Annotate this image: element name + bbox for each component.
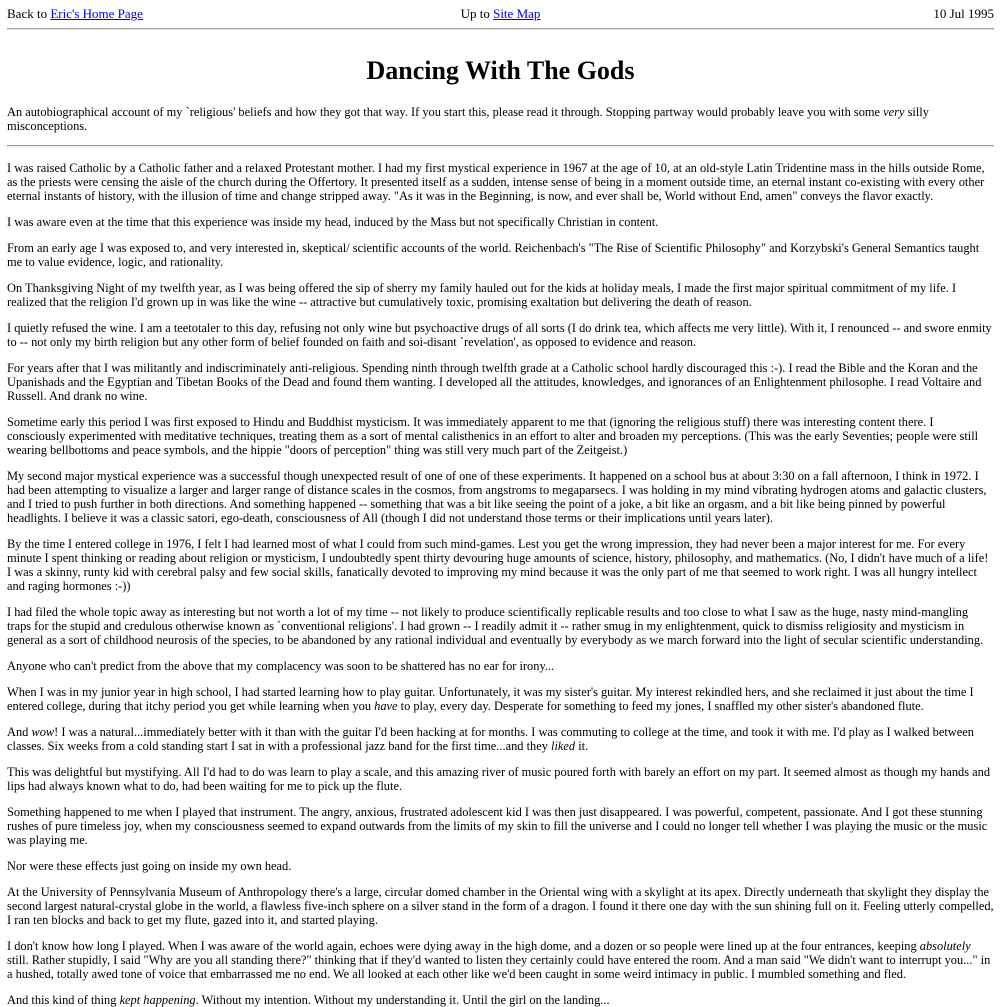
top-navigation xyxy=(7,0,994,21)
paragraph-9: By the time I entered college in 1976, I felt I had learned most of what I could from such mind-games. Lest you get the wrong impression, they had never been a major interest for me. For every minute I spent thinking or reading about religion or mysticism, I undoubtedly spent thirty devouring huge amounts of science, history, philosophy, and mathematics. (No, I didn't have much of a life! I was a skinny, runty kid with cerebral palsy and few social skills, fanatically devoted to improving my mind because it was the only part of me that seemed to work right. I was all hungry intellect and raging hormones :-)) xyxy=(7,537,989,593)
site-map-link[interactable]: Site Map xyxy=(493,6,541,21)
paragraph-10: I had filed the whole topic away as interesting but not worth a lot of my time -- not likely to produce scientifically replicable results and too close to what I saw as the huge, nasty mind-mangling traps for the stupid and credulous otherwise known as `conventional religions'. I had grown -- I readily admit it -- rather smug in my enlightenment, quick to dismiss religiosity and mysticism in general as a sort of childhood neurosis of the species, to be abandoned by any rational individual and eventually by everybody as we march forward into the light of secular scientific understanding. xyxy=(7,605,984,647)
paragraph-5: I quietly refused the wine. I am a teetotaler to this day, refusing not only wine but psychoactive drugs of all sorts (I do drink tea, which affects me very little). With it, I renounced -- and swore enmity to -- not only my birth religion but any other form of belief founded on faith and soi-disant `revelation', as opposed to evidence and reason. xyxy=(7,321,992,349)
paragraph-3: From an early age I was exposed to, and very interested in, skeptical/ scientific accounts of the world. Reichenbach's "The Rise of Scientific Philosophy" and Korzybski's General Semantics taught me to value evidence, logic, and rationality. xyxy=(7,241,980,269)
paragraph-7: Sometime early this period I was first exposed to Hindu and Buddhist mysticism. It was immediately apparent to me that (ignoring the religious stuff) there was interesting content there. I consciously experimented with meditative techniques, treating them as a sort of mental calisthenics in an effort to alter and broaden my perceptions. (This was the early Seventies; people were still wearing bellbottoms and peace symbols, and the hippie "doors of perception" thing was still very much part of the Zeitgeist.) xyxy=(7,415,979,457)
paragraph-14: This was delightful but mystifying. All I'd had to do was learn to play a scale, and this amazing river of music poured forth with barely an effort on my part. It seemed almost as though my hands and lips had always known what to do, had been waiting for me to pick up the flute. xyxy=(7,765,991,793)
paragraph-19: And this kind of thing kept happening. Without my intention. Without my understanding it. Until the girl on the landing... xyxy=(7,993,610,1007)
home-page-link[interactable]: Eric's Home Page xyxy=(50,6,143,21)
paragraph-15: Something happened to me when I played that instrument. The angry, anxious, frustrated adolescent kid I was then just disappeared. I was powerful, competent, passionate. And I got these stunning rushes of pure timeless joy, when my consciousness seemed to expand outwards from the limits of my skin to fill the universe and I could no longer tell whether I was playing the music or the music was playing me. xyxy=(7,805,988,847)
paragraph-13: And wow! I was a natural...immediately better with it than with the guitar I'd been hacking at for months. I was commuting to college at the time, and took it with me. I'd play as I walked between classes. Six weeks from a cold standing start I sat in with a professional jazz band for the first time...and they liked it. xyxy=(7,725,974,753)
page-title: Dancing With The Gods xyxy=(366,56,635,85)
page-date: 10 Jul 1995 xyxy=(933,6,994,21)
intro-divider xyxy=(7,145,994,147)
top-divider xyxy=(7,28,994,30)
paragraph-4: On Thanksgiving Night of my twelfth year, as I was being offered the sip of sherry my family hauled out for the kids at holiday meals, I made the first major spiritual commitment of my life. I realized that the religion I'd grown up in was like the wine -- attractive but cumulatively toxic, promising exaltation but delivering the death of reason. xyxy=(7,281,957,309)
paragraph-2: I was aware even at the time that this experience was inside my head, induced by the Mass but not specifically Christian in content. xyxy=(7,215,659,229)
paragraph-12: When I was in my junior year in high school, I had started learning how to play guitar. Unfortunately, it was my sister's guitar. My interest rekindled hers, and she reclaimed it just about the time I entered college, during that itchy period you get while learning when you have to play, every day. Desperate for something to feed my jones, I snaffled my other sister's abandoned flute. xyxy=(7,685,974,713)
paragraph-18: I don't know how long I played. When I was aware of the world again, echoes were dying away in the high dome, and a dozen or so people were lined up at the four entrances, keeping absolutely still. Rather stupidly, I said "Why are you all standing there?" thinking that if they'd wanted to listen they certainly could have entered the room. And a man said "We didn't want to interrupt you..." in a hushed, totally awed tone of voice that embarrassed me no end. We all looked at each other like we'd been caught in some weird intimacy in public. I mumbled something and fled. xyxy=(7,939,991,981)
intro-paragraph: An autobiographical account of my `religious' beliefs and how they got that way. If you start this, please read it through. Stopping partway would probably leave you with some very silly misconceptions. xyxy=(7,105,929,133)
paragraph-17: At the University of Pennsylvania Museum of Anthropology there's a large, circular domed chamber in the Oriental wing with a skylight at its apex. Directly underneath that skylight they display the second largest natural-crystal globe in the world, a flawless five-inch sphere on a silver stand in the form of a dragon. I found it there one day with the sun shining full on it. Feeling utterly compelled, I ran ten blocks and back to get my flute, gazed into it, and started playing. xyxy=(7,885,994,927)
up-nav: Up to Site Map xyxy=(460,6,541,21)
paragraph-8: My second major mystical experience was a successful though unexpected result of one of one of these experiments. It happened on a school bus at about 3:30 on a fall afternoon, I think in 1972. I had been attempting to visualize a larger and larger range of distance scales in the cosmos, from angstroms to megaparsecs. I was holding in my mind vibrating hydrogen atoms and galactic clusters, and I tried to push further in both directions. And something happened -- something that was a bit like seeing the point of a joke, a bit like an orgasm, and a bit like being pinned by powerful headlights. I believe it was a classic satori, ego-death, consciousness of All (though I did not understand those terms or their implications until years later). xyxy=(7,469,987,525)
paragraph-11: Anyone who can't predict from the above that my complacency was soon to be shattered has no ear for irony... xyxy=(7,659,555,673)
paragraph-6: For years after that I was militantly and indiscriminately anti-religious. Spending ninth through twelfth grade at a Catholic school hardly discouraged this :-). I read the Bible and the Koran and the Upanishads and the Egyptian and Tibetan Books of the Dead and found them wanting. I developed all the attitudes, knowledges, and ignorances of an Enlightenment philosophe. I read Voltaire and Russell. And drank no wine. xyxy=(7,361,982,403)
back-nav: Back to Eric's Home Page xyxy=(7,6,143,21)
paragraph-1: I was raised Catholic by a Catholic father and a relaxed Protestant mother. I had my first mystical experience in 1967 at the age of 10, at an old-style Latin Tridentine mass in the hills outside Rome, as the priests were censing the aisle of the church during the Offertory. It presented itself as a sudden, intense sense of being in a moment outside time, an eternal instant co-existing with every other eternal instants of history, with the illusion of time and change stripped away. "As it was in the Beginning, is now, and ever shall be, World without End, amen" conveys the flavor exactly. xyxy=(7,161,985,203)
paragraph-16: Nor were these effects just going on inside my own head. xyxy=(7,859,292,873)
